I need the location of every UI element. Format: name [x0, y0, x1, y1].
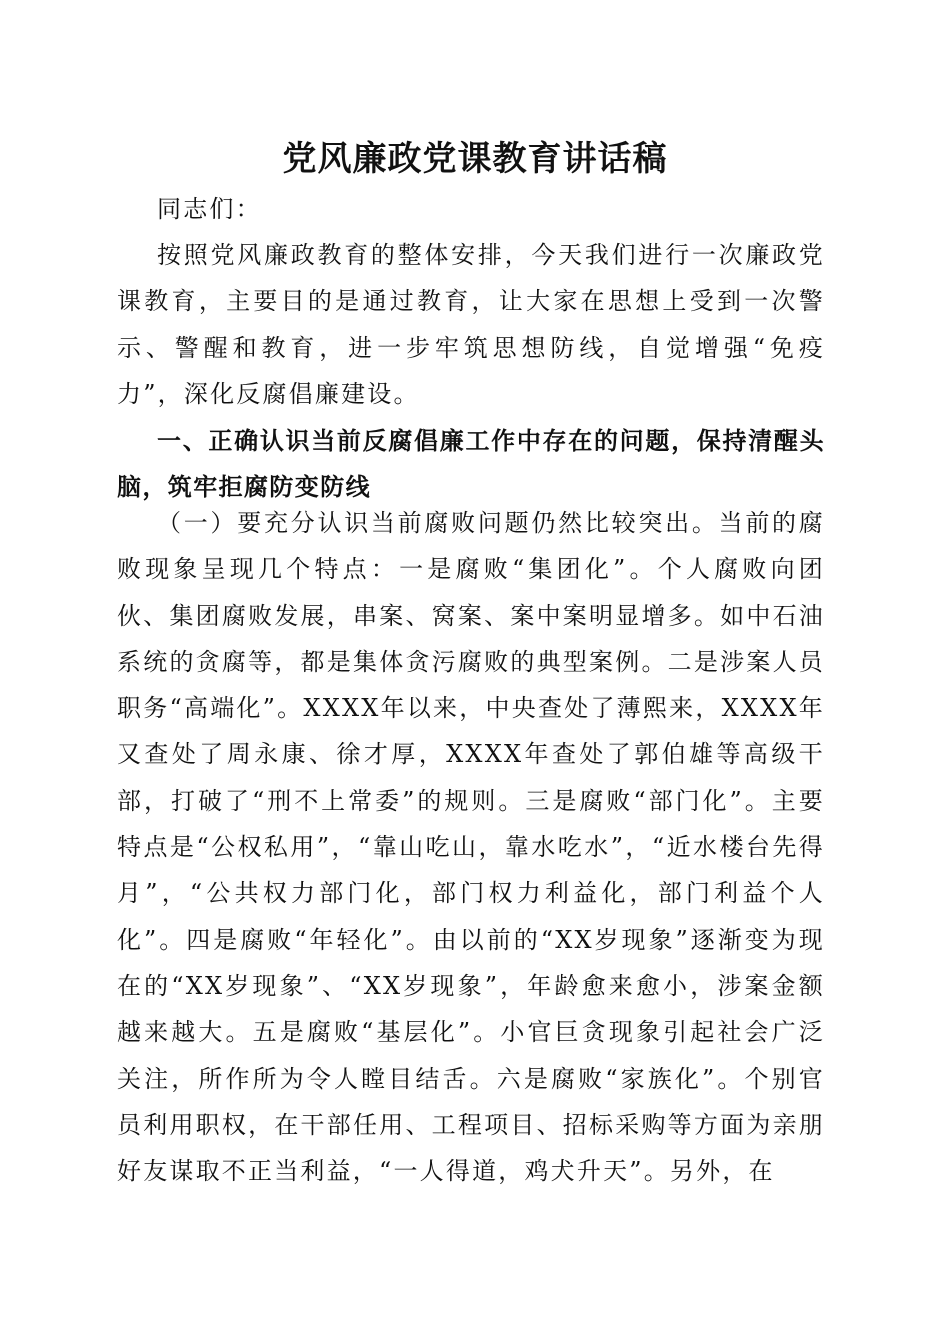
greeting: 同志们：	[157, 195, 262, 223]
paragraph-intro: 按照党风廉政教育的整体安排，今天我们进行一次廉政党课教育，主要目的是通过教育，让大家在思想上受到一次警示、警醒和教育，进一步牢筑思想防线，自觉增强“免疫力”，深化反腐倡廉建设。	[117, 241, 825, 408]
document-title: 党风廉政党课教育讲话稿	[282, 139, 668, 179]
paragraph-section-1-1: （一）要充分认识当前腐败问题仍然比较突出。当前的腐败现象呈现几个特点：一是腐败“集团化”。个人腐败向团伙、集团腐败发展，串案、窝案、案中案明显增多。如中石油系统的贪腐等，都是集体贪污腐败的典型案例。二是涉案人员职务“高端化”。XXXX年以来，中央查处了薄熙来，XXXX年又查处了周永康、徐才厚，XXXX年查处了郭伯雄等高级干部，打破了“刑不上常委”的规则。三是腐败“部门化”。主要特点是“公权私用”，“靠山吃山，靠水吃水”，“近水楼台先得月”，“公共权力部门化，部门权力利益化，部门利益个人化”。四是腐败“年轻化”。由以前的“XX岁现象”逐渐变为现在的“XX岁现象”、“XX岁现象”，年龄愈来愈小，涉案金额越来越大。五是腐败“基层化”。小官巨贪现象引起社会广泛关注，所作所为令人瞠目结舌。六是腐败“家族化”。个别官员利用职权，在干部任用、工程项目、招标采购等方面为亲朋好友谋取不正当利益，“一人得道，鸡犬升天”。另外，在	[117, 509, 825, 1186]
section-heading-1: 一、正确认识当前反腐倡廉工作中存在的问题，保持清醒头脑，筑牢拒腐防变防线	[117, 427, 825, 502]
